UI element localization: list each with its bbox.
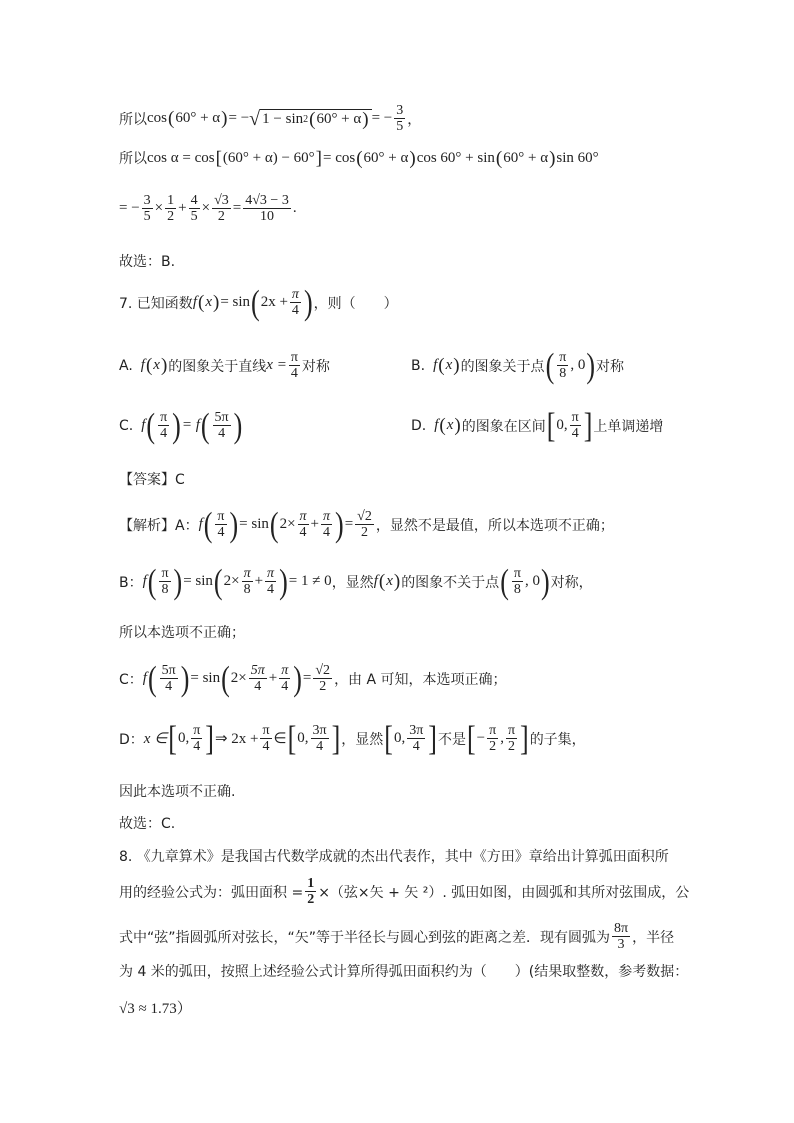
solution-line-result: = − $\frac{3}{5}$ × $\frac{1}{2}$ + $\frac{4}{5}$ × $\frac{√3}{2}$ = $\frac{4√3 - 3}{10}$ .: [119, 193, 297, 224]
text: 所以: [119, 111, 147, 128]
answer-label: 【答案】C: [119, 472, 185, 488]
question-8-line1: 8. 《九章算术》是我国古代数学成就的杰出代表作，其中《方田》章给出计算弧田面积所: [119, 849, 669, 865]
math: = −: [371, 110, 393, 126]
question-8-line4: 为 4 米的弧田，按照上述经验公式计算所得弧田面积约为（ ）(结果取整数，参考数据：: [119, 964, 689, 980]
option-d[interactable]: D. f ( x ) 的图象在区间 [ 0, $\frac{\pi}{4}$ ] 上单调递增: [411, 405, 664, 445]
math: cos α = cos: [147, 149, 215, 166]
solution-line-cos-sum: 所以 cos ( 60° + α ) = − √ 1 − sin 2 ( 60° + α ) = − $\frac{3}{5}$ ，: [119, 103, 422, 134]
math: 60° + α: [175, 110, 221, 126]
analysis-d-cont: 因此本选项不正确.: [119, 784, 236, 800]
question-8-line2: 用的经验公式为：弧田面积 = $\frac{1}{2}$ ×（弦×矢 + 矢 ²）. 弧田如图，由圆弧和其所对弦围成，公: [119, 876, 690, 907]
question-8-line3: 式中“弦”指圆弧所对弦长，“矢”等于半径长与圆心到弦的距离之差．现有圆弧为 $\frac{8\pi}{3}$ ，半径: [119, 921, 675, 952]
solution-line-cos-alpha: 所以 cos α = cos [ (60° + α) − 60° ] = cos ( 60° + α ) cos 60° + sin ( 60° + α ) sin 60°: [119, 147, 599, 169]
fraction: $\frac{3}{5}$: [396, 103, 404, 134]
question-8-line5: √3 ≈ 1.73）: [119, 1001, 192, 1017]
option-a[interactable]: A. f ( x ) 的图象关于直线 x = $\frac{\pi}{4}$ 对称: [119, 350, 330, 381]
sqrt-expression: √ 1 − sin 2 ( 60° + α ): [249, 109, 371, 129]
option-b[interactable]: B. f ( x ) 的图象关于点 ( $\frac{\pi}{8}$ , 0 ) 对称: [411, 345, 624, 385]
math: = −: [228, 110, 250, 126]
analysis-d: D： x ∈ [ 0, $\frac{\pi}{4}$ ] ⇒ 2x + $\frac{\pi}{4}$ ∈ [ 0, $\frac{3\pi}{4}$ ] ，显然 [ 0, $\frac{3\pi}{4}$ ] 不是 [ − $\frac{\pi}{2}$ , $\frac{\pi}{2}$ ] 的子集，: [119, 718, 586, 758]
text: 所以: [119, 151, 147, 167]
math: cos: [147, 110, 167, 126]
option-c[interactable]: C. f ( $\frac{\pi}{4}$ ) = f ( $\frac{5\pi}{4}$ ): [119, 405, 243, 445]
question-7-stem: 7. 已知函数 f ( x ) = sin ( 2x + $\frac{\pi}{4}$ ) ，则（ ）: [119, 282, 398, 322]
answer-line-c: 故选：C.: [119, 816, 176, 832]
analysis-c: C： f ( $\frac{5\pi}{4}$ ) = sin ( 2× $\frac{5\pi}{4}$ + $\frac{\pi}{4}$ ) = $\frac{√2}{2}$ ，由 A 可知，本选项正确；: [119, 658, 507, 698]
answer-line-b: 故选：B.: [119, 254, 176, 270]
analysis-b: B： f ( $\frac{\pi}{8}$ ) = sin ( 2× $\frac{\pi}{8}$ + $\frac{\pi}{4}$ ) = 1 ≠ 0 ，显然 f ( x ) 的图象不关于点 ( $\frac{\pi}{8}$ , 0 ) 对称，: [119, 561, 593, 601]
analysis-b-cont: 所以本选项不正确；: [119, 625, 245, 641]
analysis-a: 【解析】A： f ( $\frac{\pi}{4}$ ) = sin ( 2× $\frac{\pi}{4}$ + $\frac{\pi}{4}$ ) = $\frac{√2}{2}$ ，显然不是最值，所以本选项不正确；: [119, 504, 614, 544]
